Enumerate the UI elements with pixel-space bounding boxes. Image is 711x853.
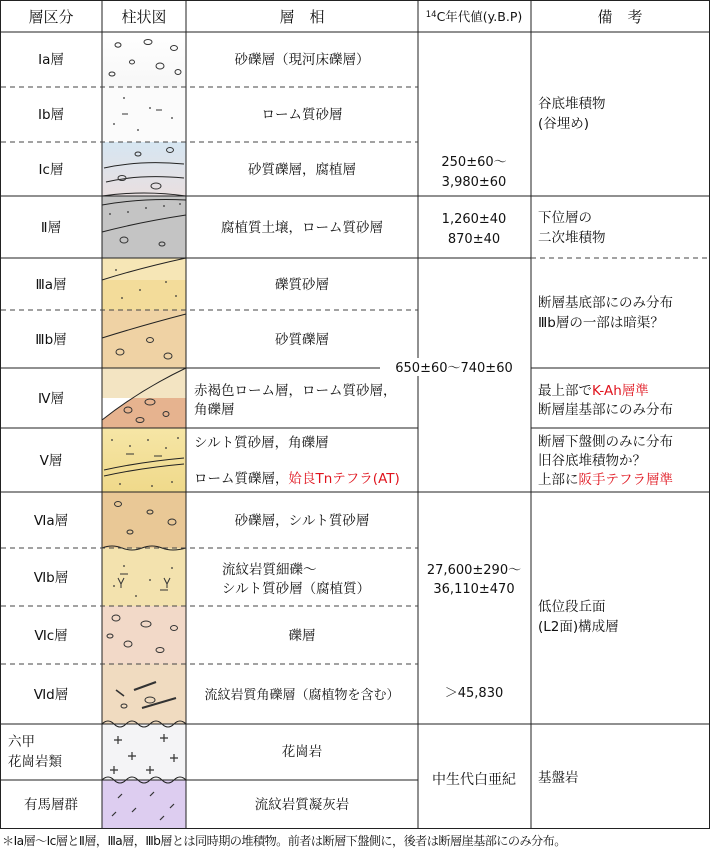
remark-text-mixed xyxy=(538,383,649,399)
remarks-column xyxy=(538,95,673,786)
facies-column xyxy=(194,51,400,813)
header-c14-sup: 14 xyxy=(425,10,437,20)
age-value: 27,600±290～ xyxy=(426,563,522,578)
remark-text: 断層崖基部にのみ分布 xyxy=(538,402,673,418)
remark-text-mixed xyxy=(538,472,673,488)
layer-iv-top xyxy=(102,368,186,398)
footnote: ＊Ⅰa層～Ⅰc層とⅡ層，Ⅲa層，Ⅲb層とは同時期の堆積物。前者は断層下盤側に，後者は断層崖基部にのみ分布。 xyxy=(2,834,566,848)
layer-name: Ⅵb層 xyxy=(33,570,69,586)
layer-ib-fill xyxy=(102,87,186,142)
age-value: 中生代白亜紀 xyxy=(432,772,516,788)
facies-text: 砂礫層（現河床礫層） xyxy=(234,52,370,68)
facies-text: 砂質礫層 xyxy=(275,332,329,348)
remark-text: 上部に xyxy=(538,472,579,488)
remark-text: 下位層の xyxy=(538,210,592,226)
column-graphic xyxy=(102,32,186,828)
table-header xyxy=(28,8,642,26)
layer-iiib-fill xyxy=(102,310,186,368)
aira-tn-tephra: 姶良Tnテフラ(AT) xyxy=(288,471,400,487)
remark-text: 谷底堆積物 xyxy=(538,96,606,112)
facies-text: 腐植質土壌，ローム質砂層 xyxy=(221,220,383,236)
age-value: 250±60～ xyxy=(441,155,507,170)
age-value: 870±40 xyxy=(447,232,501,247)
header-c14 xyxy=(426,9,523,24)
header-column: 柱状図 xyxy=(121,8,167,26)
layer-name: Ⅴ層 xyxy=(39,453,63,469)
layer-v-fill xyxy=(102,428,186,492)
age-value: 1,260±40 xyxy=(441,212,507,227)
age-value: 36,110±470 xyxy=(433,582,515,597)
layer-name: Ⅰa層 xyxy=(38,52,64,68)
facies-text: シルト質砂層（腐植質） xyxy=(222,581,371,597)
remark-text: 旧谷底堆積物か？ xyxy=(538,453,646,469)
remark-text: 断層下盤側のみに分布 xyxy=(538,434,673,450)
layer-name: Ⅲa層 xyxy=(35,277,67,293)
facies-text: 礫質砂層 xyxy=(275,277,329,293)
age-column xyxy=(380,155,528,788)
facies-text-mixed xyxy=(194,471,400,487)
sakate-tephra-horizon: 阪手テフラ層準 xyxy=(578,472,673,488)
facies-text: シルト質砂層，角礫層 xyxy=(194,435,329,451)
layer-name: Ⅵa層 xyxy=(33,513,69,529)
remark-text: 断層基底部にのみ分布 xyxy=(538,295,673,311)
header-remarks: 備 考 xyxy=(597,8,643,26)
layer-name: Ⅳ層 xyxy=(38,391,64,407)
age-value: 3,980±60 xyxy=(441,175,507,190)
remark-text: Ⅲb層の一部は暗渠？ xyxy=(538,315,664,331)
layer-via-fill xyxy=(102,492,186,548)
layer-names xyxy=(8,52,78,813)
facies-text: 流紋岩質角礫層（腐植物を含む） xyxy=(204,688,400,703)
facies-text: 花崗岩 xyxy=(281,744,323,760)
facies-text: 赤褐色ローム層，ローム質砂層， xyxy=(194,383,397,399)
layer-ii-fill xyxy=(102,196,186,258)
facies-text: ローム質礫層， xyxy=(194,471,289,487)
facies-text: 砂礫層，シルト質砂層 xyxy=(234,513,370,529)
layer-vib-fill xyxy=(102,548,186,606)
layer-vid-fill xyxy=(102,664,186,724)
layer-name: Ⅰb層 xyxy=(37,107,65,123)
facies-text: ローム質砂層 xyxy=(261,107,343,123)
header-c14-text: C年代値(y.B.P) xyxy=(436,9,523,24)
header-division: 層区分 xyxy=(28,8,74,26)
facies-text: 流紋岩質細礫～ xyxy=(222,562,317,578)
remark-text: (L2面)構成層 xyxy=(538,619,619,635)
facies-text: 砂質礫層，腐植層 xyxy=(248,162,356,178)
layer-ia-fill xyxy=(102,32,186,87)
remark-text: 基盤岩 xyxy=(538,770,579,786)
facies-text: 礫層 xyxy=(288,628,316,644)
layer-name: Ⅵd層 xyxy=(33,687,69,703)
remark-text: 最上部で xyxy=(538,383,592,399)
age-value-wide: 650±60～740±60 xyxy=(395,361,513,376)
layer-name: 六甲 xyxy=(8,734,35,750)
layer-name: Ⅱ層 xyxy=(40,220,62,236)
k-ah-horizon: K-Ah層準 xyxy=(592,383,649,399)
header-facies: 層 相 xyxy=(279,8,325,26)
facies-text: 角礫層 xyxy=(194,402,235,418)
age-value: ＞45,830 xyxy=(444,686,504,701)
layer-name: 花崗岩類 xyxy=(8,754,62,770)
facies-text: 流紋岩質凝灰岩 xyxy=(254,797,350,813)
remark-text: 二次堆積物 xyxy=(538,230,606,246)
layer-name: Ⅲb層 xyxy=(35,332,67,348)
remark-text: (谷埋め) xyxy=(538,116,590,132)
layer-name: 有馬層群 xyxy=(24,797,78,813)
remark-text: 低位段丘面 xyxy=(538,599,606,615)
layer-name: Ⅰc層 xyxy=(38,162,64,178)
layer-name: Ⅵc層 xyxy=(34,628,68,644)
